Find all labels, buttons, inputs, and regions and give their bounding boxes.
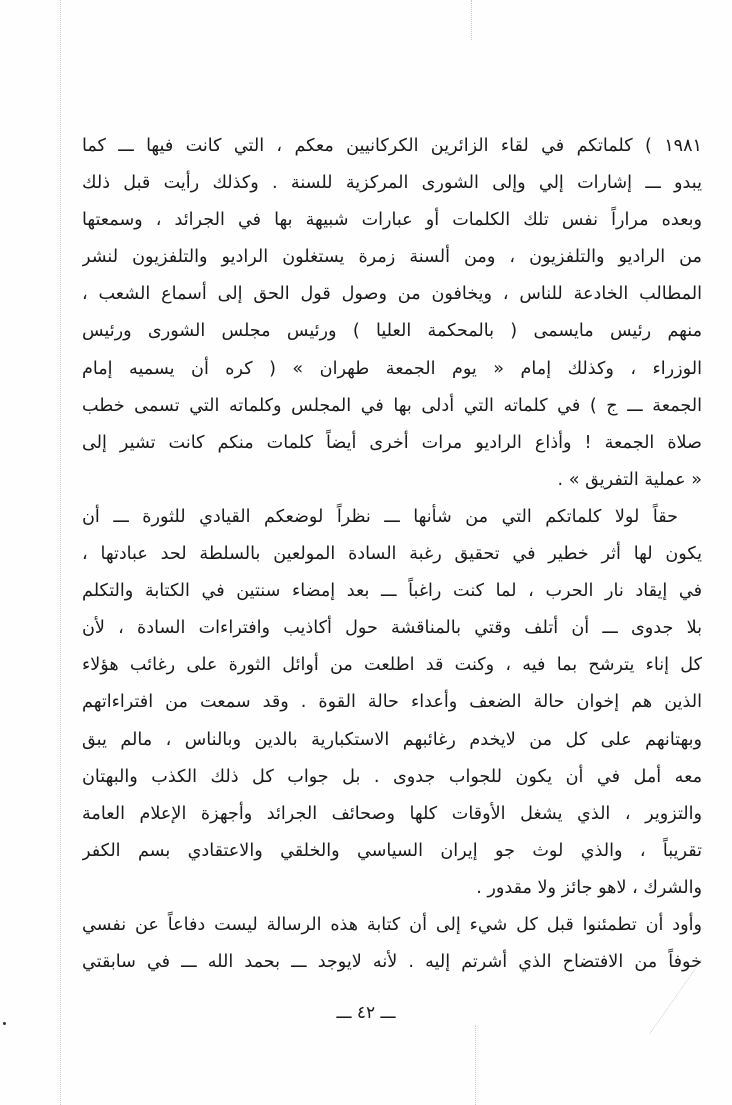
text-line-9: صلاة الجمعة ! وأذاع الراديو مرات أخرى أيضاً كلمات منكم كانت تشير إلى — [82, 432, 702, 453]
text-line-13: في إيقاد نار الحرب ، لما كنت راغباً ـــ بعد إمضاء سنتين في الكتابة والتكلم — [82, 581, 702, 602]
text-line-14: بلا جدوى ـــ أن أتلف وقتي بالمناقشة حول أكاذيب وافتراءات السادة ، لأن — [82, 618, 702, 639]
text-line-2: يبدو ـــ إشارات إلي وإلى الشورى المركزية للسنة . وكذلك رأيت قبل ذلك — [82, 173, 702, 194]
text-line-7: الوزراء ، وكذلك إمام « يوم الجمعة طهران » ( كره أن يسميه إمام — [82, 358, 702, 379]
text-line-5: المطالب الخادعة للناس ، ويخافون من وصول قول الحق إلى أسماع الشعب ، — [82, 284, 702, 305]
top-center-guide — [471, 0, 472, 40]
text-line-18: معه أمل في أن يكون للجواب جدوى . بل جواب كل ذلك الكذب والبهتان — [82, 766, 702, 787]
text-line-20: تقريباً ، والذي لوث جو إيران السياسي والخلقي والاعتقادي بسم الكفر — [82, 840, 702, 861]
text-line-6: منهم رئيس مايسمى ( بالمحكمة العليا ) ورئيس مجلس الشورى ورئيس — [82, 321, 702, 342]
text-line-16: الذين هم إخوان حالة الضعف وأعداء حالة القوة . وقد سمعت من افتراءاتهم — [82, 692, 702, 713]
text-line-19: والتزوير ، الذي يشغل الأوقات كلها وصحائف الجرائد وأجهزة الإعلام العامة — [82, 803, 702, 824]
text-line-3: وبعده مراراً نفس تلك الكلمات أو عبارات شبيهة بها في الجرائد ، وسمعتها — [82, 210, 702, 231]
text-line-17: وبهتانهم على كل من لايخدم رغائبهم الاستكبارية بالدين وبالناس ، مالم يبق — [82, 729, 702, 750]
text-line-15: كل إناء يترشح بما فيه ، وكنت قد اطلعت من أوائل الثورة على رغائب هؤلاء — [82, 655, 702, 676]
text-line-4: من الراديو والتلفزيون ، ومن ألسنة زمرة يستغلون الراديو والتلفزيون لنشر — [82, 247, 702, 268]
text-line-21: والشرك ، لاهو جائز ولا مقدور . — [476, 877, 702, 898]
body-text — [82, 128, 702, 981]
left-margin-guide — [60, 0, 61, 1105]
text-line-11: حقاً لولا كلماتكم التي من شأنها ـــ نظراً لوضعكم القيادي للثورة ـــ أن — [82, 506, 678, 527]
text-line-22: وأود أن تطمئنوا قبل كل شيء إلى أن كتابة هذه الرسالة ليست دفاعاً عن نفسي — [82, 914, 702, 935]
text-line-1: ١٩٨١ ) كلماتكم في لقاء الزائرين الكركانيين معكم ، التي كانت فيها ـــ كما — [82, 136, 702, 156]
text-line-12: يكون لها أثر خطير في تحقيق رغبة السادة المولعين بالسلطة لحد عبادتها ، — [82, 544, 702, 565]
page-number: ـــ ٤٢ ـــ — [336, 1003, 396, 1023]
margin-dot-mark — [3, 1022, 6, 1025]
text-line-23: خوفاً من الافتضاح الذي أشرتم إليه . لأنه لايوجد ـــ بحمد الله ـــ في سابقتي — [82, 952, 702, 973]
text-line-8: الجمعة ـــ ج ) في كلماته التي أدلى بها في المجلس وكلماته التي تسمى خطب — [82, 395, 702, 416]
bottom-center-guide — [475, 1025, 476, 1105]
text-line-10: « عملية التفريق » . — [557, 469, 702, 490]
